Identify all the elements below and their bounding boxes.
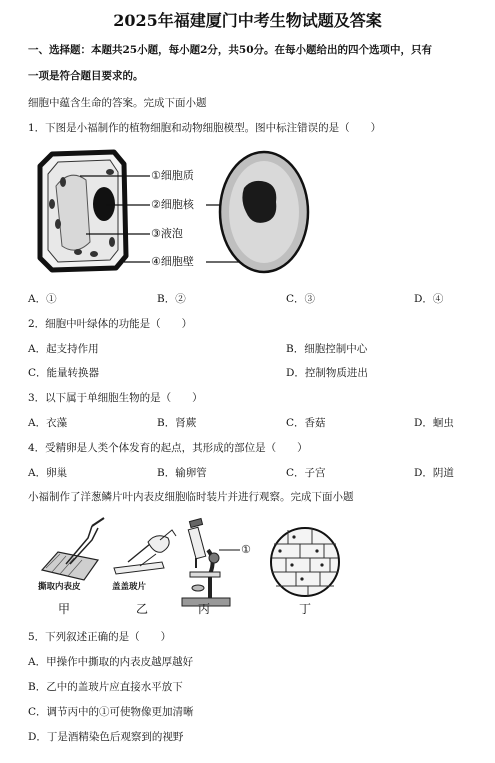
question-1-option-c: C．③ [286, 293, 316, 305]
figure-label-cytoplasm: ①细胞质 [151, 169, 194, 182]
animal-cell-model [220, 152, 308, 272]
section-header-line2: 一项是符合题目要求的。 [28, 70, 144, 82]
question-4-option-a: A．卵巢 [28, 467, 68, 479]
figure-letter-bing: 丙 [198, 602, 211, 616]
section-header-line1: 一、选择题：本题共25小题，每小题2分，共50分。在每小题给出的四个选项中，只有 [28, 44, 433, 56]
caption-peel-epidermis: 撕取内表皮 [38, 582, 81, 592]
question-5-option-a: A．甲操作中撕取的内表皮越厚越好 [28, 656, 194, 668]
question-3-stem: 3．以下属于单细胞生物的是（ ） [28, 392, 203, 404]
question-4-option-b: B．输卵管 [157, 467, 207, 479]
figure-letter-jia: 甲 [58, 602, 71, 616]
plant-cell-model [40, 152, 126, 270]
question-3-option-c: C．香菇 [286, 417, 326, 429]
peeling-epidermis-illustration [42, 518, 104, 580]
intro-text-1: 细胞中蕴含生命的答案。完成下面小题 [28, 97, 207, 109]
question-3-option-d: D．蛔虫 [414, 417, 454, 429]
coverslip-illustration [114, 530, 176, 574]
question-1-option-a: A．① [28, 293, 57, 305]
question-4-stem: 4．受精卵是人类个体发育的起点，其形成的部位是（ ） [28, 442, 308, 454]
onion-slide-figure [30, 514, 340, 616]
question-2-stem: 2．细胞中叶绿体的功能是（ ） [28, 318, 193, 330]
question-1-stem: 1．下图是小福制作的植物细胞和动物细胞模型。图中标注错误的是（ ） [28, 122, 382, 134]
figure-label-nucleus: ②细胞核 [151, 198, 194, 211]
figure-letter-yi: 乙 [136, 602, 149, 616]
question-4-option-c: C．子宫 [286, 467, 326, 479]
question-4-option-d: D．阴道 [414, 467, 454, 479]
question-3-option-a: A．衣藻 [28, 417, 68, 429]
intro-text-2: 小福制作了洋葱鳞片叶内表皮细胞临时装片并进行观察。完成下面小题 [28, 491, 354, 503]
question-1-option-b: B．② [157, 293, 186, 305]
question-5-option-b: B．乙中的盖玻片应直接水平放下 [28, 681, 183, 693]
question-5-option-d: D．丁是酒精染色后观察到的视野 [28, 731, 184, 743]
caption-coverslip: 盖盖玻片 [112, 582, 147, 592]
microscope-part-marker: ① [241, 543, 251, 556]
question-3-option-b: B．肾蕨 [157, 417, 197, 429]
question-2-option-d: D．控制物质进出 [286, 367, 368, 379]
page-title: 2025年福建厦门中考生物试题及答案 [113, 11, 382, 30]
field-of-view-illustration [271, 528, 339, 596]
question-2-option-b: B．细胞控制中心 [286, 343, 368, 355]
question-5-option-c: C．调节丙中的①可使物像更加清晰 [28, 706, 194, 718]
question-5-stem: 5．下列叙述正确的是（ ） [28, 631, 172, 643]
question-2-option-c: C．能量转换器 [28, 367, 100, 379]
microscope-illustration [182, 519, 240, 606]
question-1-option-d: D．④ [414, 293, 444, 305]
figure-label-cell-wall: ④细胞壁 [151, 255, 194, 268]
question-2-option-a: A．起支持作用 [28, 343, 99, 355]
figure-letter-ding: 丁 [299, 602, 312, 616]
figure-label-vacuole: ③液泡 [151, 227, 183, 240]
